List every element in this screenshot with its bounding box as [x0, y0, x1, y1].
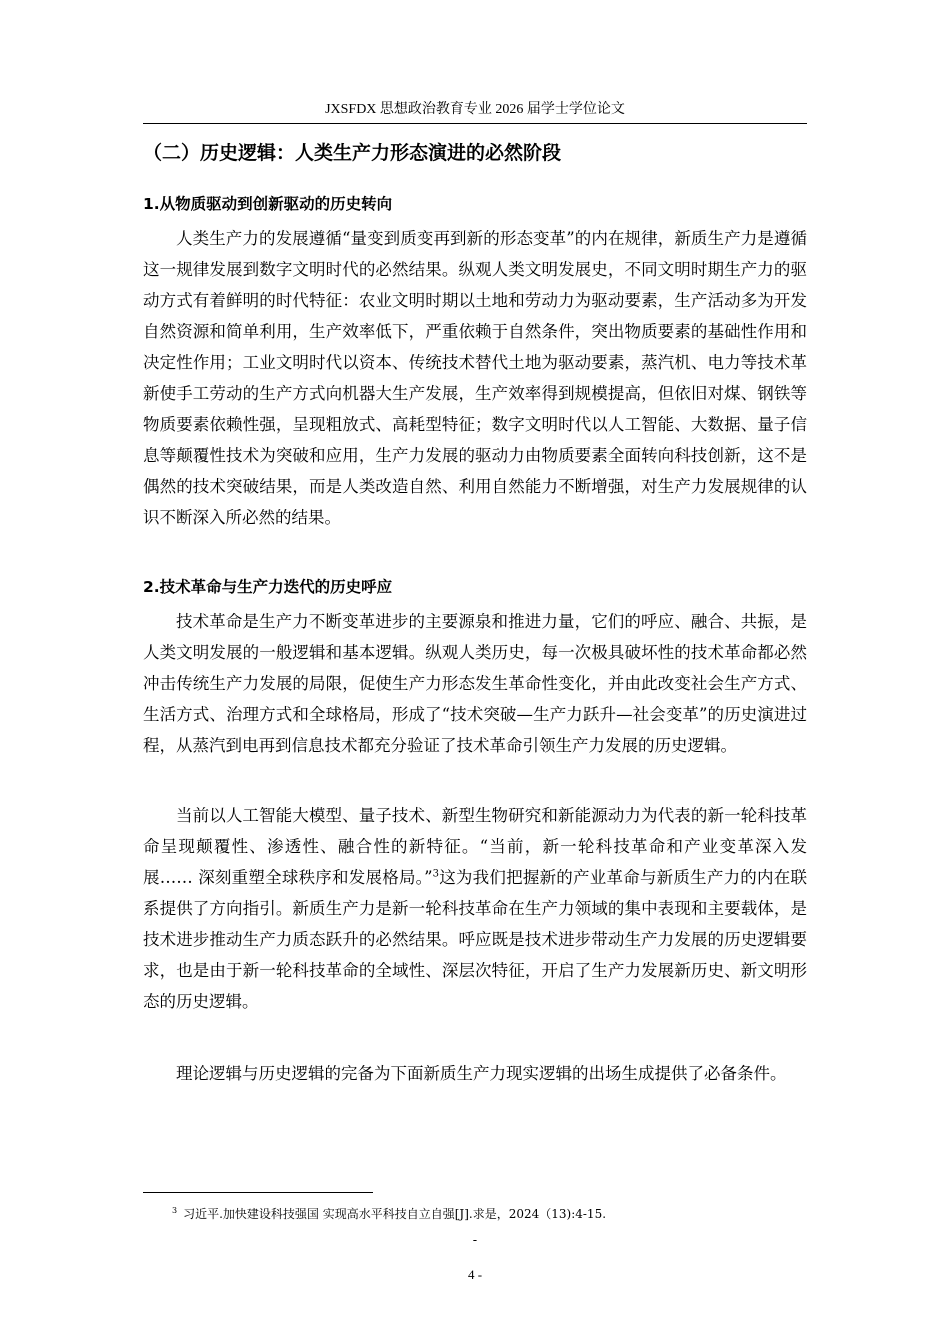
footnote-reference: 3: [432, 868, 439, 880]
subsection-title-1: 1.从物质驱动到创新驱动的历史转向: [143, 195, 393, 213]
body-paragraph-3: [143, 800, 807, 1017]
paragraph-3-text-b: 这为我们把握新的产业革命与新质生产力的内在联系提供了方向指引。新质生产力是新一轮科技革命在生产力领域的集中表现和主要载体，是技术进步推动生产力质态跃升的必然结果。呼应既是技术进步带动生产力发展的历史逻辑要求，也是由于新一轮科技革命的全域性、深层次特征，开启了生产力发展新历史、新文明形态的历史逻辑。: [143, 868, 807, 1011]
body-paragraph-2: 技术革命是生产力不断变革进步的主要源泉和推进力量，它们的呼应、融合、共振，是人类文明发展的一般逻辑和基本逻辑。纵观人类历史，每一次极具破坏性的技术革命都必然冲击传统生产力发展的局限，促使生产力形态发生革命性变化，并由此改变社会生产方式、生活方式、治理方式和全球格局，形成了“技术突破—生产力跃升—社会变革”的历史演进过程，从蒸汽到电再到信息技术都充分验证了技术革命引领生产力发展的历史逻辑。: [143, 612, 807, 755]
header-rule: [143, 123, 807, 124]
footnote-text: 习近平.加快建设科技强国 实现高水平科技自立自强[J].求是，2024（13):4-15.: [183, 1207, 607, 1221]
body-paragraph-1: 人类生产力的发展遵循“量变到质变再到新的形态变革”的内在规律，新质生产力是遵循这一规律发展到数字文明时代的必然结果。纵观人类文明发展史，不同文明时期生产力的驱动方式有着鲜明的时代特征：农业文明时期以土地和劳动力为驱动要素，生产活动多为开发自然资源和简单利用，生产效率低下，严重依赖于自然条件，突出物质要素的基础性作用和决定性作用；工业文明时代以资本、传统技术替代土地为驱动要素，蒸汽机、电力等技术革新使手工劳动的生产方式向机器大生产发展，生产效率得到规模提高，但依旧对煤、钢铁等物质要素依赖性强，呈现粗放式、高耗型特征；数字文明时代以人工智能、大数据、量子信息等颠覆性技术为突破和应用，生产力发展的驱动力由物质要素全面转向科技创新，这不是偶然的技术突破结果，而是人类改造自然、利用自然能力不断增强，对生产力发展规律的认识不断深入所必然的结果。: [143, 229, 807, 527]
subsection-title-2: 2.技术革命与生产力迭代的历史呼应: [143, 578, 393, 596]
section-title: （二）历史逻辑：人类生产力形态演进的必然阶段: [143, 142, 562, 164]
paragraph-3-text-a: 当前以人工智能大模型、量子技术、新型生物研究和新能源动力为代表的新一轮科技革命呈现颠覆性、渗透性、融合性的新特征。“当前，新一轮科技革命和产业变革深入发展…… 深刻重塑全球秩序和发展格局。”: [143, 806, 807, 887]
running-header: JXSFDX 思想政治教育专业 2026 届学士学位论文: [325, 102, 625, 117]
body-paragraph-4: 理论逻辑与历史逻辑的完备为下面新质生产力现实逻辑的出场生成提供了必备条件。: [176, 1064, 787, 1083]
page-number: 4 -: [467, 1267, 483, 1282]
footnote-mark: 3: [172, 1206, 178, 1215]
footer-dash: -: [472, 1233, 478, 1248]
footnote: [172, 1202, 606, 1223]
footnote-rule: [143, 1192, 373, 1193]
